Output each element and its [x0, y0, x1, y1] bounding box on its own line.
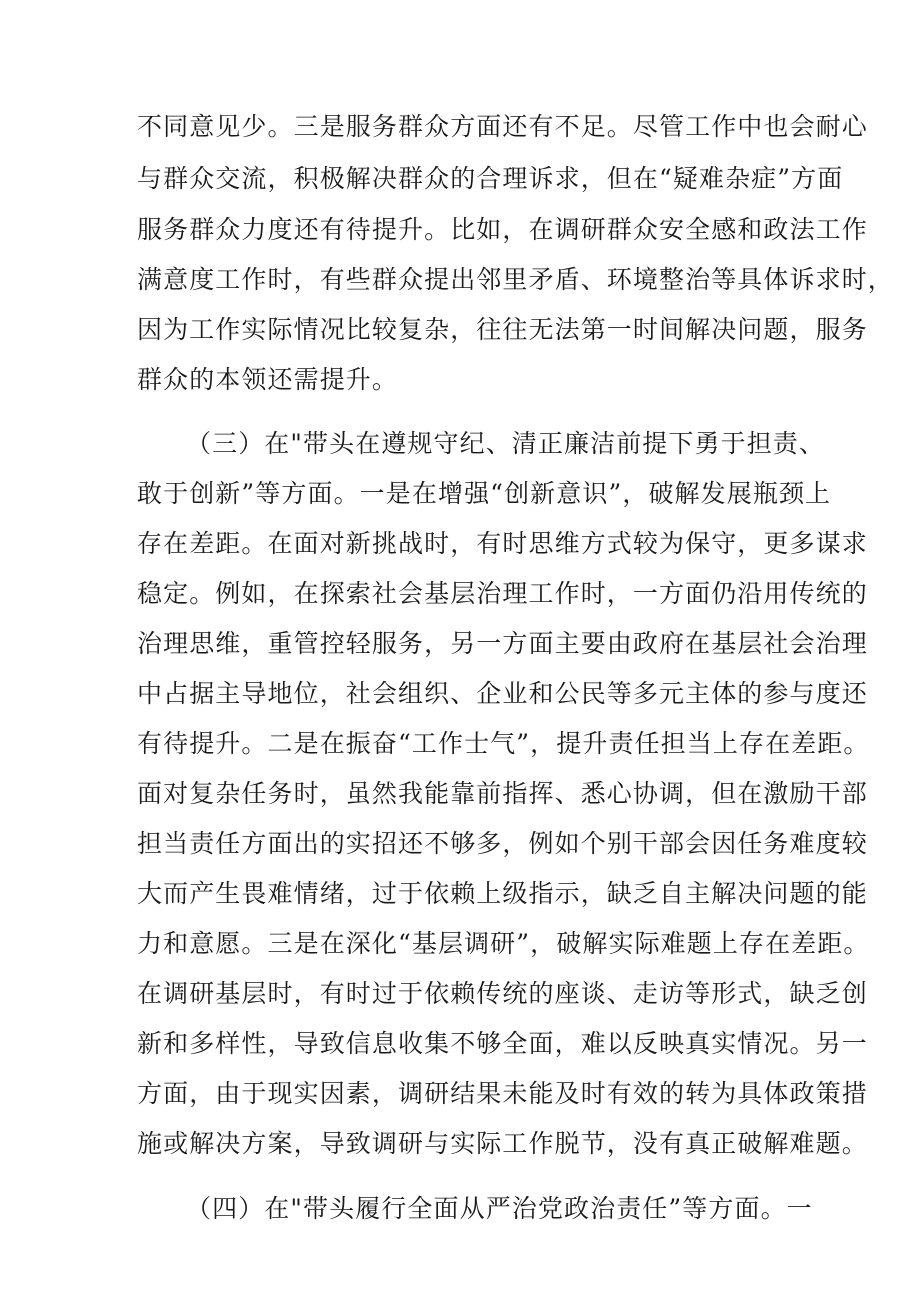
text-line: 力和意愿。三是在深化“基层调研”，破解实际难题上存在差距。	[137, 929, 870, 958]
section-heading-3: （三）在"带头在遵规守纪、清正廉洁前提下勇于担责、	[186, 429, 826, 458]
text-line: 敢于创新”等方面。一是在增强“创新意识”，破解发展瓶颈上	[137, 479, 832, 508]
text-line: 有待提升。二是在振奋“工作士气”，提升责任担当上存在差距。	[137, 729, 870, 758]
text-line: 存在差距。在面对新挑战时，有时思维方式较为保守，更多谋求	[137, 529, 868, 558]
text-line: 群众的本领还需提升。	[137, 365, 399, 394]
text-line: 满意度工作时，有些群众提出邻里矛盾、环境整治等具体诉求时，	[137, 265, 894, 294]
text-line: 担当责任方面出的实招还不够多，例如个别干部会因任务难度较	[137, 829, 868, 858]
text-line: 大而产生畏难情绪，过于依赖上级指示，缺乏自主解决问题的能	[137, 879, 868, 908]
text-line: 不同意见少。三是服务群众方面还有不足。尽管工作中也会耐心	[137, 112, 868, 141]
text-line: 新和多样性，导致信息收集不够全面，难以反映真实情况。另一	[137, 1029, 868, 1058]
text-line: 因为工作实际情况比较复杂，往往无法第一时间解决问题，服务	[137, 315, 868, 344]
text-line: 服务群众力度还有待提升。比如，在调研群众安全感和政法工作	[137, 215, 868, 244]
text-line: 治理思维，重管控轻服务，另一方面主要由政府在基层社会治理	[137, 629, 868, 658]
section-heading-4: （四）在"带头履行全面从严治党政治责任”等方面。一	[186, 1194, 813, 1223]
text-line: 在调研基层时，有时过于依赖传统的座谈、走访等形式，缺乏创	[137, 979, 868, 1008]
text-line: 面对复杂任务时，虽然我能靠前指挥、悉心协调，但在激励干部	[137, 779, 868, 808]
text-line: 施或解决方案，导致调研与实际工作脱节，没有真正破解难题。	[137, 1129, 868, 1158]
text-line: 与群众交流，积极解决群众的合理诉求，但在“疑难杂症”方面	[137, 164, 844, 193]
text-line: 稳定。例如，在探索社会基层治理工作时，一方面仍沿用传统的	[137, 579, 868, 608]
text-line: 中占据主导地位，社会组织、企业和公民等多元主体的参与度还	[137, 679, 868, 708]
text-line: 方面，由于现实因素，调研结果未能及时有效的转为具体政策措	[137, 1079, 868, 1108]
